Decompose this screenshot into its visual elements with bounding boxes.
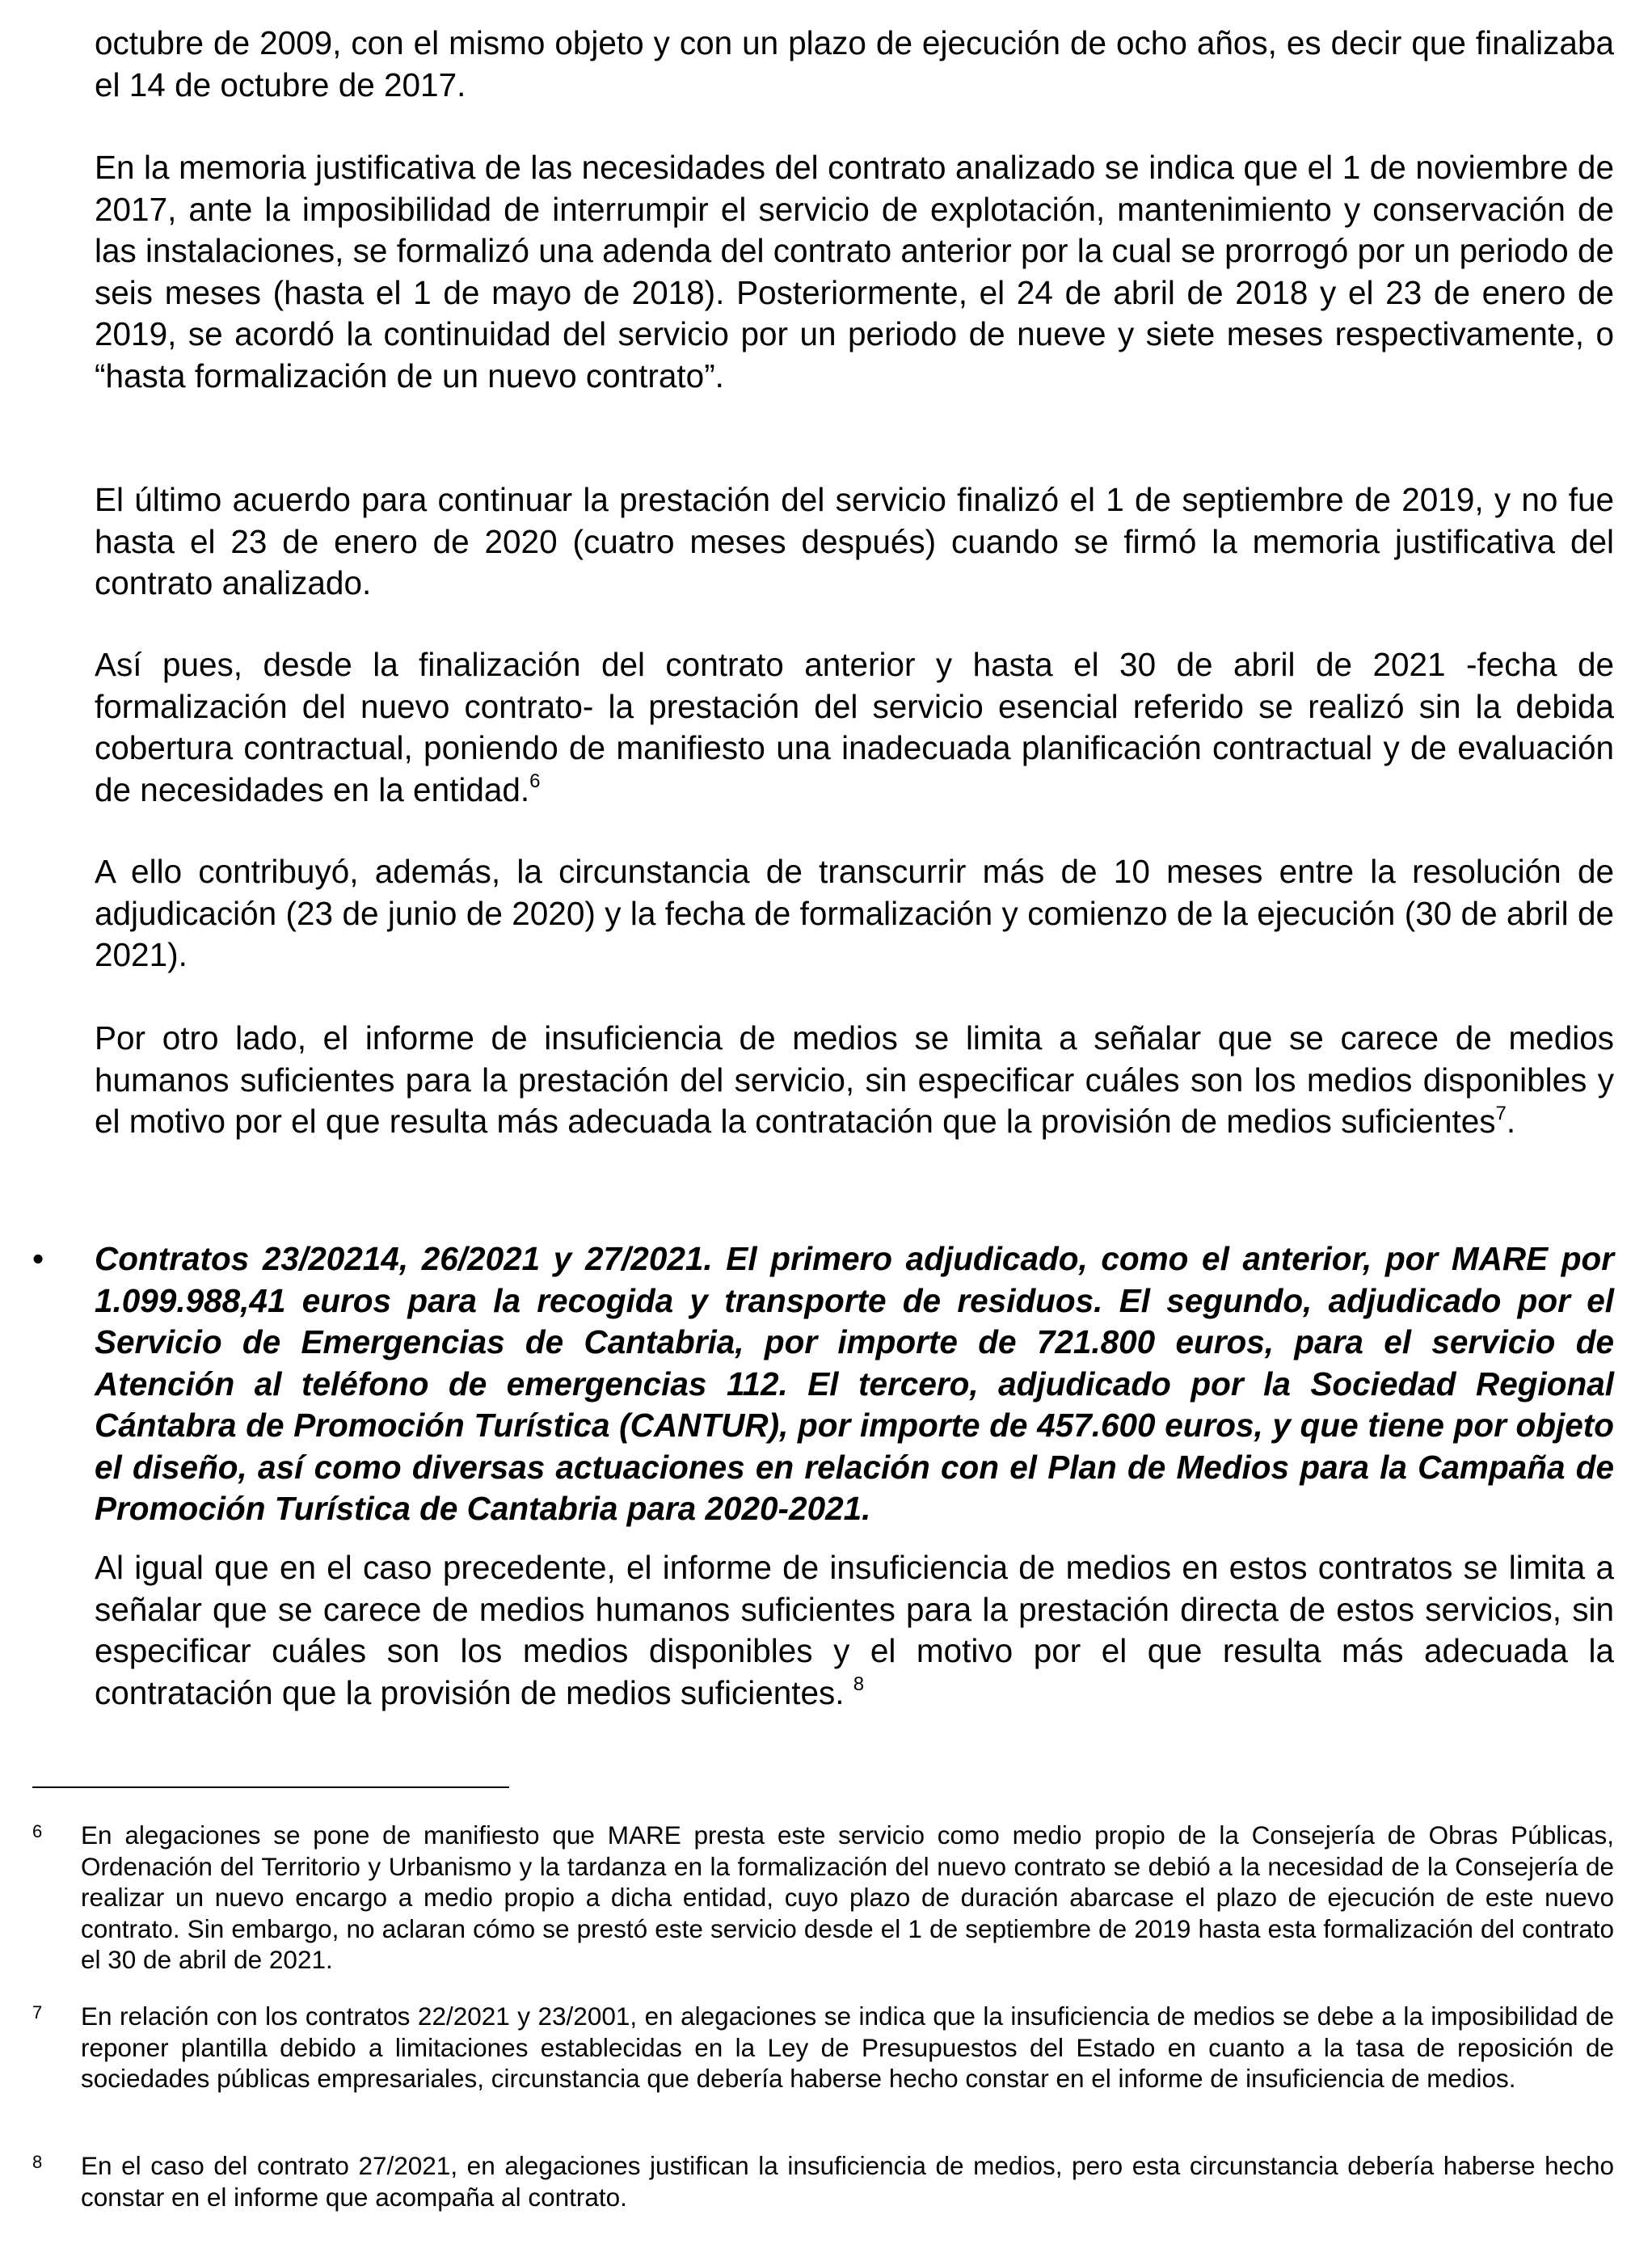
footnote-text: En el caso del contrato 27/2021, en alegaciones justifican la insuficiencia de medios, pero esta circunstancia debería haberse hecho constar en el informe que acompaña al contrato.: [81, 2151, 1614, 2212]
footnote-6: [32, 1820, 1614, 1976]
paragraph-5: A ello contribuyó, además, la circunstancia de transcurrir más de 10 meses entre la resolución de adjudicación (23 de junio de 2020) y la fecha de formalización y comienzo de la ejecución (30 de abril de 2021).: [95, 853, 1614, 973]
footnote-ref-8[interactable]: 8: [853, 1673, 865, 1695]
footnote-number: 8: [32, 2152, 43, 2172]
footnote-text: En alegaciones se pone de manifiesto que MARE presta este servicio como medio propio de la Consejería de Obras Públicas, Ordenación del Territorio y Urbanismo y la tardanza en la formalización del nuevo contrato se debió a la necesidad de la Consejería de realizar un nuevo encargo a medio propio a dicha entidad, cuyo plazo de duración abarcase el plazo de ejecución de este nuevo contrato. Sin embargo, no aclaran cómo se prestó este servicio desde el 1 de septiembre de 2019 hasta esta formalización del contrato el 30 de abril de 2021.: [81, 1820, 1614, 1974]
footnote-number: 7: [32, 2002, 43, 2023]
paragraph-7: Al igual que en el caso precedente, el informe de insuficiencia de medios en estos contratos se limita a señalar que se carece de medios humanos suficientes para la prestación directa de estos servicios, sin especificar cuáles son los medios disponibles y el motivo por el que resulta más adecuada la contratación que la provisión de medios suficientes. $^8$: [95, 1549, 1614, 1711]
paragraph-2: En la memoria justificativa de las necesidades del contrato analizado se indica que el 1 de noviembre de 2017, ante la imposibilidad de interrumpir el servicio de explotación, mantenimiento y conservación de las instalaciones, se formalizó una adenda del contrato anterior por la cual se prorrogó por un periodo de seis meses (hasta el 1 de mayo de 2018). Posteriormente, el 24 de abril de 2018 y el 23 de enero de 2019, se acordó la continuidad del servicio por un periodo de nueve y siete meses respectivamente, o “hasta formalización de un nuevo contrato”.: [95, 149, 1614, 394]
paragraph-6: Por otro lado, el informe de insuficiencia de medios se limita a señalar que se carece de medios humanos suficientes para la prestación del servicio, sin especificar cuáles son los medios disponibles y el motivo por el que resulta más adecuada la contratación que la provisión de medios suficientes$^7$.: [95, 1019, 1614, 1140]
footnote-8: [32, 2150, 1614, 2212]
footnote-separator: [32, 1786, 509, 1788]
bullet-icon: •: [32, 1240, 44, 1277]
footnote-number: 6: [32, 1821, 43, 1841]
paragraph-3: El último acuerdo para continuar la prestación del servicio finalizó el 1 de septiembre de 2019, y no fue hasta el 23 de enero de 2020 (cuatro meses después) cuando se firmó la memoria justificativa del contrato analizado.: [95, 481, 1614, 601]
paragraph-4: Así pues, desde la finalización del contrato anterior y hasta el 30 de abril de 2021 -fecha de formalización del nuevo contrato- la prestación del servicio esencial referido se realizó sin la debida cobertura contractual, poniendo de manifiesto una inadecuada planificación contractual y de evaluación de necesidades en la entidad.$^6$: [95, 646, 1614, 808]
footnote-text: En relación con los contratos 22/2021 y 23/2001, en alegaciones se indica que la insuficiencia de medios se debe a la imposibilidad de reponer plantilla debido a limitaciones establecidas en la Ley de Presupuestos del Estado en cuanto a la tasa de reposición de sociedades públicas empresariales, circunstancia que debería haberse hecho constar en el informe de insuficiencia de medios.: [81, 2001, 1614, 2093]
footnote-ref-6[interactable]: 6: [529, 770, 541, 792]
footnote-7: [32, 2001, 1614, 2094]
bullet-heading: Contratos 23/20214, 26/2021 y 27/2021. El primero adjudicado, como el anterior, por MARE por 1.099.988,41 euros para la recogida y transporte de residuos. El segundo, adjudicado por el Servicio de Emergencias de Cantabria, por importe de 721.800 euros, para el servicio de Atención al teléfono de emergencias 112. El tercero, adjudicado por la Sociedad Regional Cántabra de Promoción Turística (CANTUR), por importe de 457.600 euros, y que tiene por objeto el diseño, así como diversas actuaciones en relación con el Plan de Medios para la Campaña de Promoción Turística de Cantabria para 2020-2021.: [95, 1240, 1614, 1527]
footnote-ref-7[interactable]: 7: [1495, 1102, 1507, 1124]
paragraph-1: octubre de 2009, con el mismo objeto y con un plazo de ejecución de ocho años, es decir que finalizaba el 14 de octubre de 2017.: [95, 24, 1614, 103]
